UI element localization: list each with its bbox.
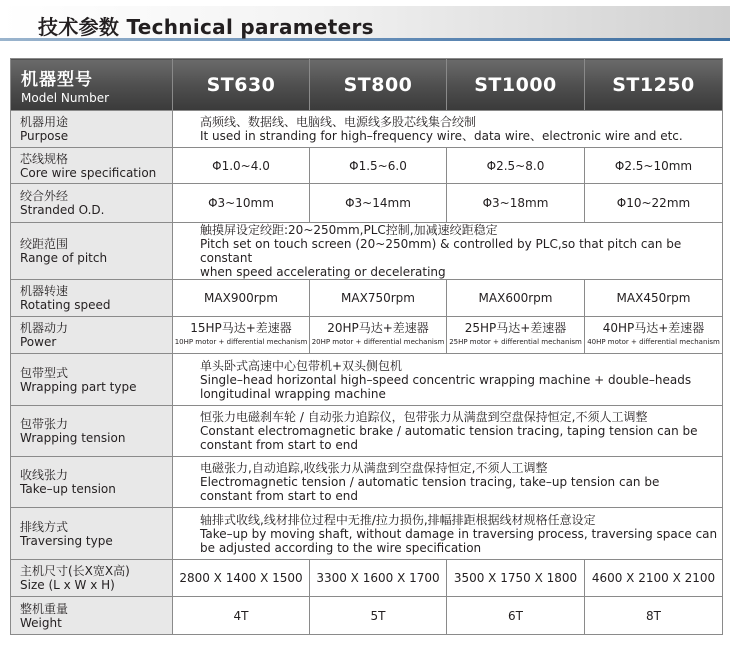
row-weight	[11, 597, 723, 635]
row-label	[11, 354, 173, 406]
table-cell	[173, 317, 310, 354]
takeup-tension-value	[173, 457, 723, 508]
label-en: Purpose	[20, 129, 69, 143]
table-cell: MAX900rpm	[173, 280, 310, 317]
row-pitch	[11, 223, 723, 280]
model-label-en: Model Number	[21, 90, 110, 105]
table-cell: Φ1.5~6.0	[310, 148, 447, 184]
wrapping-tension-value	[173, 406, 723, 457]
label-en: Rotating speed	[20, 298, 111, 312]
power-en: 20HP motor + differential mechanism	[311, 338, 445, 346]
row-rotating-speed	[11, 280, 723, 317]
model-st630: ST630	[173, 59, 310, 111]
table-cell: Φ2.5~10mm	[585, 148, 723, 184]
label-en: Stranded O.D.	[20, 203, 105, 217]
table-cell	[447, 317, 585, 354]
label-cn: 排线方式	[20, 519, 69, 534]
label-cn: 整机重量	[20, 601, 69, 616]
row-label	[11, 597, 173, 635]
table-cell: MAX450rpm	[585, 280, 723, 317]
table-cell: Φ3~18mm	[447, 184, 585, 223]
pitch-value	[173, 223, 723, 280]
table-cell	[310, 317, 447, 354]
text-line: 高频线、数据线、电脑线、电源线多股芯线集合绞制	[200, 115, 477, 129]
label-en: Take–up tension	[20, 482, 116, 496]
table-cell: 6T	[447, 597, 585, 635]
wrapping-type-value	[173, 354, 723, 406]
row-wrapping-type	[11, 354, 723, 406]
power-en: 25HP motor + differential mechanism	[449, 338, 582, 346]
model-st1250: ST1250	[585, 59, 723, 111]
row-power	[11, 317, 723, 354]
label-en: Size (L x W x H)	[20, 578, 115, 592]
label-en: Traversing type	[20, 533, 113, 548]
row-label	[11, 406, 173, 457]
label-cn: 绞距范围	[20, 237, 69, 251]
row-label	[11, 317, 173, 354]
model-st1000: ST1000	[447, 59, 585, 111]
model-number-header	[11, 59, 173, 111]
text-line: constant from start to end	[200, 489, 358, 503]
table-cell: Φ10~22mm	[585, 184, 723, 223]
label-cn: 包带型式	[20, 365, 69, 380]
text-line: Single–head horizontal high–speed concentric wrapping machine + double–heads	[200, 372, 692, 387]
label-cn: 收线张力	[20, 468, 69, 482]
text-line: Electromagnetic tension / automatic tension tracing, take–up tension can be	[200, 475, 660, 489]
label-cn: 机器动力	[20, 321, 69, 335]
table-cell: 4T	[173, 597, 310, 635]
text-line: 轴排式收线,线材排位过程中无推/拉力损伤,排幅排距根据线材规格任意设定	[200, 512, 596, 527]
text-line: when speed accelerating or decelerating	[200, 265, 446, 279]
row-label	[11, 223, 173, 280]
text-line: 恒张力电磁刹车轮 / 自动张力追踪仪，包带张力从满盘到空盘保持恒定,不须人工调整	[200, 410, 648, 424]
row-takeup-tension	[11, 457, 723, 508]
row-label	[11, 560, 173, 597]
page-title: 技术参数 Technical parameters	[38, 15, 374, 39]
table-cell: 2800 X 1400 X 1500	[173, 560, 310, 597]
technical-parameters-table	[10, 58, 723, 635]
text-line: Take–up by moving shaft, without damage in traversing process, traversing space can	[200, 526, 718, 541]
row-purpose	[11, 111, 723, 148]
table-cell: Φ3~10mm	[173, 184, 310, 223]
text-line: Pitch set on touch screen (20~250mm) & controlled by PLC,so that pitch can be constant	[200, 237, 682, 265]
label-cn: 主机尺寸(长X宽X高)	[20, 564, 130, 578]
traversing-value	[173, 508, 723, 560]
label-en: Weight	[20, 615, 62, 630]
model-st800: ST800	[310, 59, 447, 111]
label-cn: 机器转速	[20, 284, 69, 298]
power-cn: 20HP马达+差速器	[327, 321, 429, 335]
row-label	[11, 457, 173, 508]
label-cn: 机器用途	[20, 115, 69, 129]
row-label	[11, 111, 173, 148]
table-cell	[585, 317, 723, 354]
table-cell: 3300 X 1600 X 1700	[310, 560, 447, 597]
table-cell: 3500 X 1750 X 1800	[447, 560, 585, 597]
label-en: Range of pitch	[20, 251, 108, 265]
row-traversing	[11, 508, 723, 560]
row-label	[11, 280, 173, 317]
table-cell: Φ1.0~4.0	[173, 148, 310, 184]
power-cn: 40HP马达+差速器	[602, 321, 705, 335]
label-en: Wrapping part type	[20, 379, 137, 394]
table-header-row	[11, 59, 723, 111]
label-cn: 绞合外经	[20, 189, 69, 203]
text-line: It used in stranding for high–frequency wire、data wire、electronic wire and etc.	[200, 129, 683, 143]
power-en: 40HP motor + differential mechanism	[587, 338, 720, 346]
text-line: constant from start to end	[200, 438, 358, 452]
label-en: Core wire specification	[20, 165, 157, 180]
row-label	[11, 184, 173, 223]
label-en: Wrapping tension	[20, 431, 126, 445]
power-cn: 25HP马达+差速器	[464, 321, 567, 335]
row-stranded-od	[11, 184, 723, 223]
label-en: Power	[20, 335, 57, 349]
text-line: 电磁张力,自动追踪,收线张力从满盘到空盘保持恒定,不须人工调整	[200, 461, 548, 475]
text-line: 单头卧式高速中心包带机+双头侧包机	[200, 358, 403, 373]
text-line: 触摸屏设定绞距:20~250mm,PLC控制,加减速绞距稳定	[200, 223, 498, 237]
model-label-cn: 机器型号	[21, 69, 93, 90]
text-line: longitudinal wrapping machine	[200, 386, 386, 401]
table-cell: 5T	[310, 597, 447, 635]
table-cell: 8T	[585, 597, 723, 635]
table-cell: MAX750rpm	[310, 280, 447, 317]
text-line: Constant electromagnetic brake / automatic tension tracing, taping tension can be	[200, 424, 698, 438]
table-cell: Φ2.5~8.0	[447, 148, 585, 184]
row-label	[11, 508, 173, 560]
text-line: be adjusted according to the wire specification	[200, 540, 482, 555]
purpose-value	[173, 111, 723, 148]
row-label	[11, 148, 173, 184]
power-en: 10HP motor + differential mechanism	[174, 338, 308, 346]
table-cell: 4600 X 2100 X 2100	[585, 560, 723, 597]
row-core-wire	[11, 148, 723, 184]
table-cell: MAX600rpm	[447, 280, 585, 317]
label-cn: 芯线规格	[20, 151, 69, 166]
table-cell: Φ3~14mm	[310, 184, 447, 223]
row-size	[11, 560, 723, 597]
label-cn: 包带张力	[20, 417, 69, 431]
power-cn: 15HP马达+差速器	[190, 321, 292, 335]
row-wrapping-tension	[11, 406, 723, 457]
